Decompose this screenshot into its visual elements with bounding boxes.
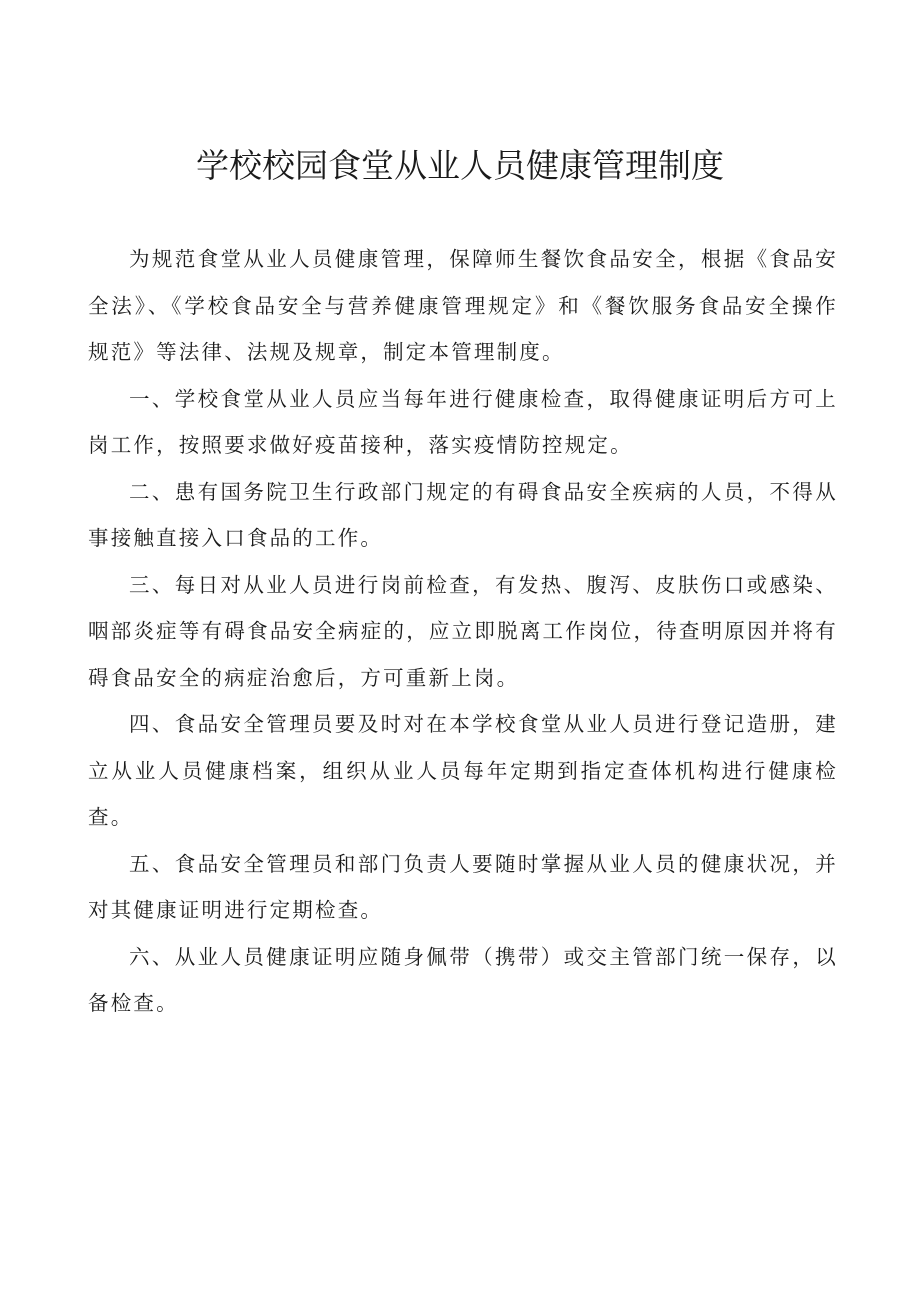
rule-paragraph-3: 三、每日对从业人员进行岗前检查，有发热、腹泻、皮肤伤口或感染、咽部炎症等有碍食品安全病症的，应立即脱离工作岗位，待查明原因并将有碍食品安全的病症治愈后，方可重新上岗。 [88,572,838,690]
rule-paragraph-2: 二、患有国务院卫生行政部门规定的有碍食品安全疾病的人员，不得从事接触直接入口食品的工作。 [88,479,838,550]
rule-paragraph-6: 六、从业人员健康证明应随身佩带（携带）或交主管部门统一保存，以备检查。 [88,944,838,1015]
rule-paragraph-5: 五、食品安全管理员和部门负责人要随时掌握从业人员的健康状况，并对其健康证明进行定期检查。 [88,851,838,922]
intro-paragraph: 为规范食堂从业人员健康管理，保障师生餐饮食品安全，根据《食品安全法》、《学校食品安全与营养健康管理规定》和《餐饮服务食品安全操作规范》等法律、法规及规章，制定本管理制度。 [88,247,838,364]
rule-paragraph-4: 四、食品安全管理员要及时对在本学校食堂从业人员进行登记造册，建立从业人员健康档案，组织从业人员每年定期到指定查体机构进行健康检查。 [88,712,838,829]
document-body [88,236,838,1027]
document-title: 学校校园食堂从业人员健康管理制度 [196,146,724,185]
rule-paragraph-1: 一、学校食堂从业人员应当每年进行健康检查，取得健康证明后方可上岗工作，按照要求做好疫苗接种，落实疫情防控规定。 [88,386,838,457]
